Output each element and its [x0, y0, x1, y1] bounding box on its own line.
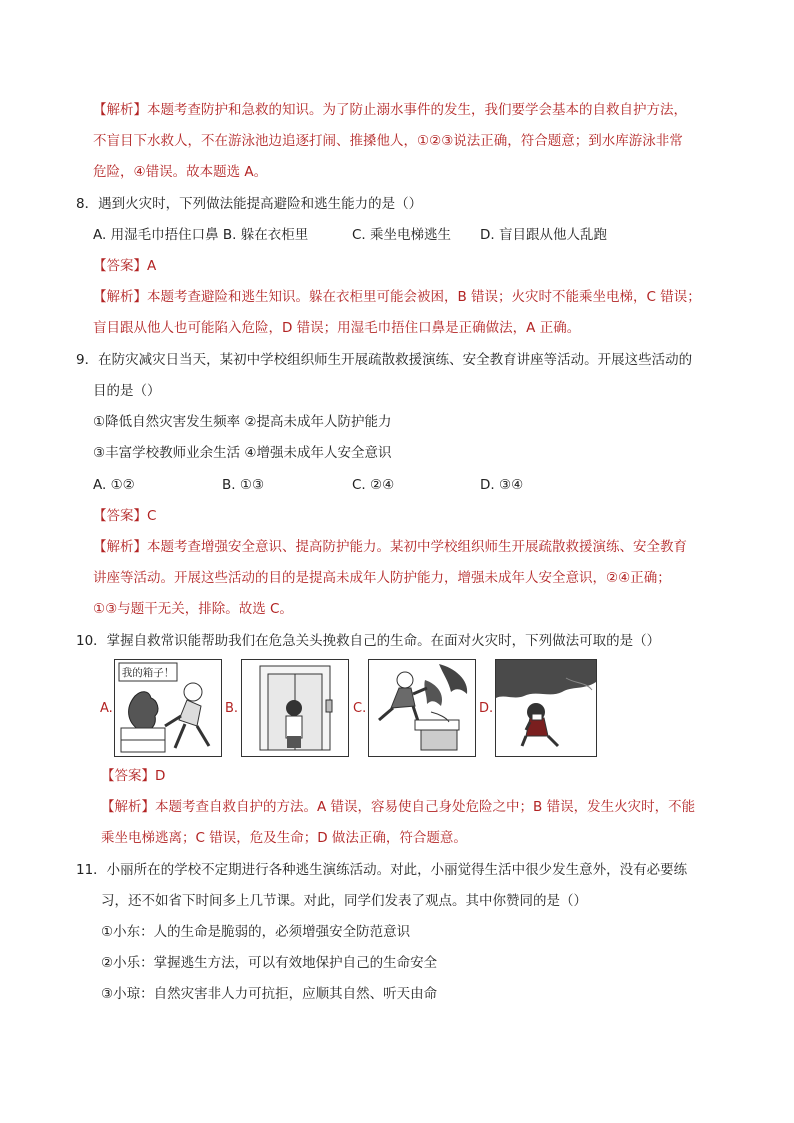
q11-item-2: ②小乐：掌握逃生方法，可以有效地保护自己的生命安全 — [101, 955, 438, 971]
q7-analysis-line-3: 危险，④错误。故本题选 A。 — [93, 164, 268, 180]
q9-stem-line-2: 目的是（） — [93, 383, 161, 399]
q9-items-line-2: ③丰富学校教师业余生活 ④增强未成年人安全意识 — [93, 445, 392, 461]
q8-option-c: C. 乘坐电梯逃生 — [352, 227, 452, 243]
q9-analysis-line-1: 【解析】本题考查增强安全意识、提高防护能力。某初中学校组织师生开展疏散救援演练、安全教育 — [93, 539, 687, 555]
q10-answer: 【答案】D — [101, 768, 166, 784]
q10-analysis-tag: 【解析】 — [101, 799, 155, 815]
q7-analysis-line-2: 不盲目下水救人，不在游泳池边追逐打闹、推搡他人，①②③说法正确，符合题意；到水库游泳非常 — [93, 133, 683, 149]
q10-picture-b — [241, 659, 349, 757]
q9-option-c: C. ②④ — [352, 477, 395, 493]
q8-answer: 【答案】A — [93, 258, 157, 274]
q8-options-ab: A. 用湿毛巾捂住口鼻 B. 躲在衣柜里 — [93, 227, 309, 243]
q8-stem: 8．遇到火灾时，下列做法能提高避险和逃生能力的是（） — [76, 196, 423, 212]
q9-analysis-line-3: ①③与题干无关，排除。故选 C。 — [93, 601, 293, 617]
q7-analysis-tag: 【解析】 — [93, 102, 147, 118]
q10-picture-a-caption: 我的箱子！ — [121, 667, 175, 679]
q10-analysis-line-1: 【解析】本题考查自救自护的方法。A 错误，容易使自己身处危险之中；B 错误，发生火灾时，不能 — [101, 799, 696, 815]
q9-analysis-line-2: 讲座等活动。开展这些活动的目的是提高未成年人防护能力，增强未成年人安全意识，②④正确； — [93, 570, 671, 586]
q7-analysis-line-1: 【解析】本题考查防护和急救的知识。为了防止溺水事件的发生，我们要学会基本的自救自护方法， — [93, 102, 687, 118]
q9-option-b: B. ①③ — [222, 477, 265, 493]
q10-analysis-line-2: 乘坐电梯逃离；C 错误，危及生命；D 做法正确，符合题意。 — [101, 830, 467, 846]
q8-analysis-line-2: 盲目跟从他人也可能陷入危险，D 错误；用湿毛巾捂住口鼻是正确做法，A 正确。 — [93, 320, 581, 336]
q9-option-d: D. ③④ — [480, 477, 524, 493]
q11-stem-line-1: 11．小丽所在的学校不定期进行各种逃生演练活动。对此，小丽觉得生活中很少发生意外，没有必要练 — [76, 862, 688, 878]
q9-option-a: A. ①② — [93, 477, 135, 493]
q9-analysis-tag: 【解析】 — [93, 539, 147, 555]
q11-item-3: ③小琼：自然灾害非人力可抗拒，应顺其自然、听天由命 — [101, 986, 438, 1002]
q9-answer: 【答案】C — [93, 508, 157, 524]
q10-picture-a — [114, 659, 222, 757]
q9-items-line-1: ①降低自然灾害发生频率 ②提高未成年人防护能力 — [93, 414, 392, 430]
q11-item-1: ①小东：人的生命是脆弱的，必须增强安全防范意识 — [101, 924, 411, 940]
q10-picture-d — [495, 659, 597, 757]
q8-analysis-tag: 【解析】 — [93, 289, 147, 305]
q10-stem: 10．掌握自救常识能帮助我们在危急关头挽救自己的生命。在面对火灾时，下列做法可取的是（） — [76, 633, 661, 649]
q10-label-d: D. — [479, 701, 494, 716]
q11-stem-line-2: 习，还不如省下时间多上几节课。对此，同学们发表了观点。其中你赞同的是（） — [101, 893, 587, 909]
q10-label-c: C. — [353, 701, 367, 716]
q8-analysis-line-1: 【解析】本题考查避险和逃生知识。躲在衣柜里可能会被困，B 错误；火灾时不能乘坐电梯，C 错误； — [93, 289, 701, 305]
q10-label-a: A. — [100, 701, 113, 716]
q10-picture-c — [368, 659, 476, 757]
q9-stem-line-1: 9．在防灾减灾日当天，某初中学校组织师生开展疏散救援演练、安全教育讲座等活动。开展这些活动的 — [76, 352, 693, 368]
q10-label-b: B. — [225, 701, 239, 716]
q8-option-d: D. 盲目跟从他人乱跑 — [480, 227, 607, 243]
